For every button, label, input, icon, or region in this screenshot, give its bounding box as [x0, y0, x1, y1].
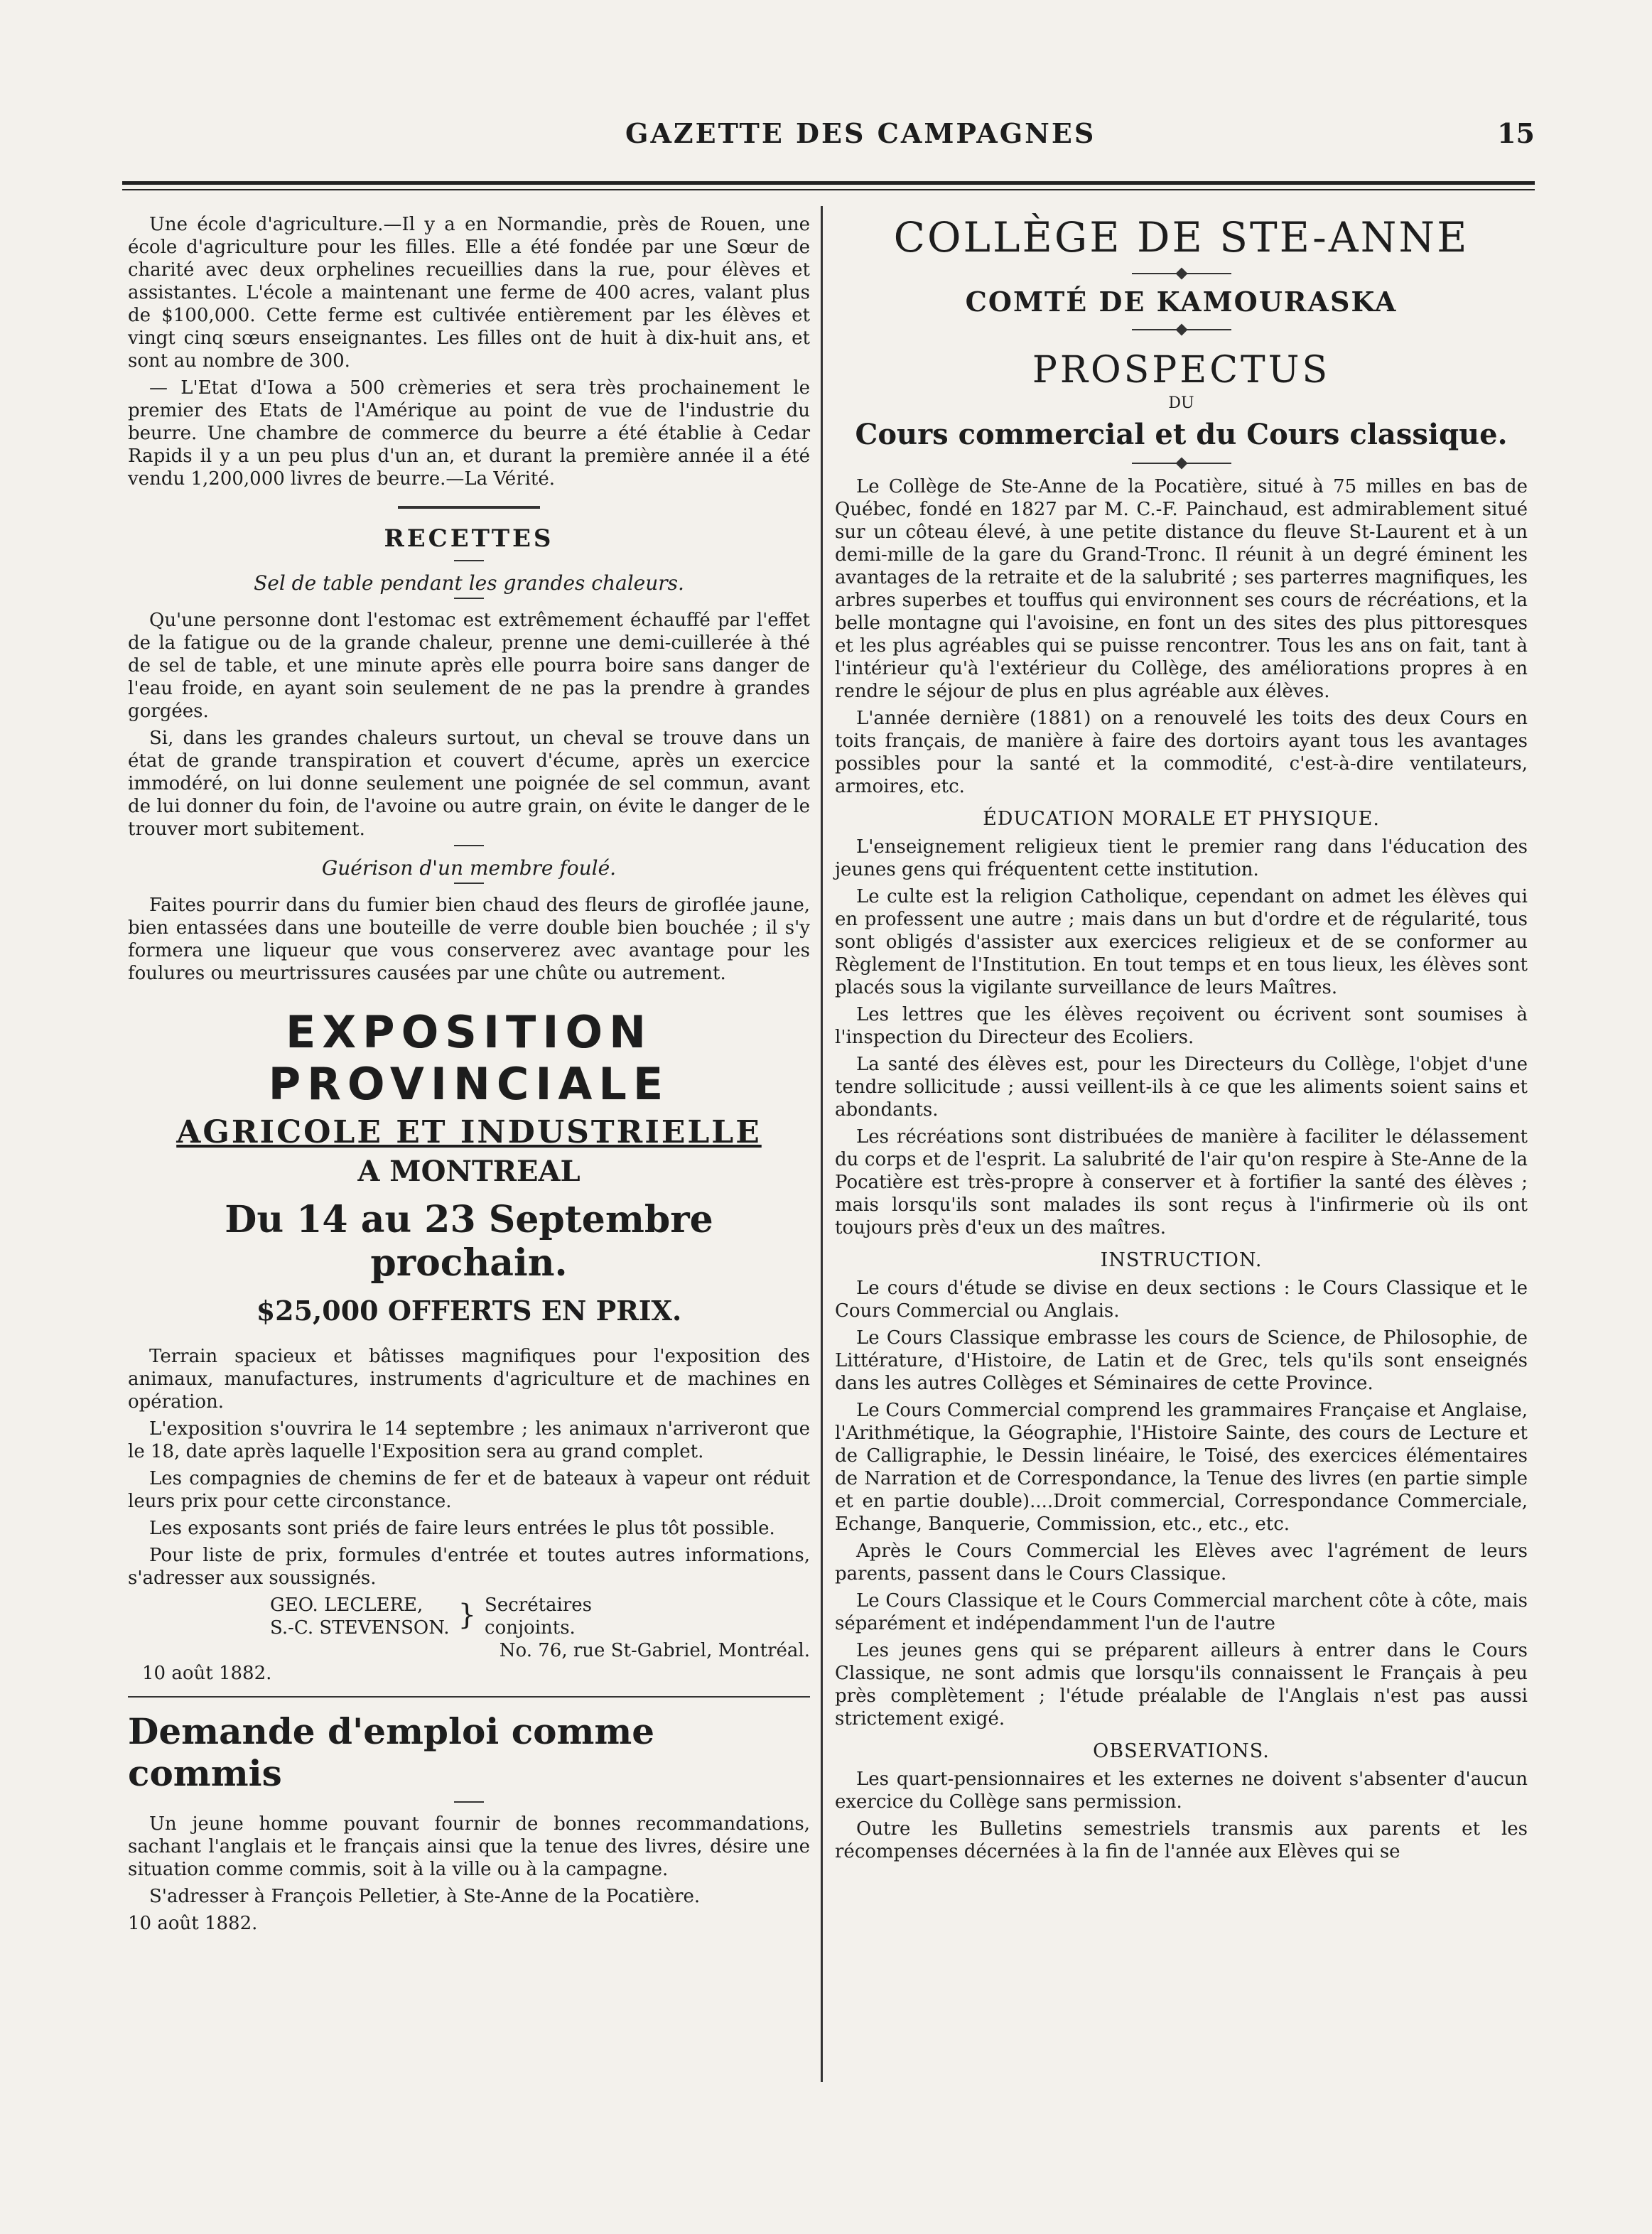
section-rule	[128, 1696, 810, 1698]
observations-paragraph: Les quart-pensionnaires et les externes ne doivent s'absenter d'aucun exercice du Collège sans permission.	[835, 1769, 1528, 1813]
header-rule-thin	[122, 189, 1535, 190]
demande-paragraph: Un jeune homme pouvant fournir de bonnes recommandations, sachant l'anglais et le français ainsi que la tenue des livres, désire une situation comme commis, soit à la ville ou à la campagne.	[128, 1813, 810, 1880]
signatory-name: GEO. LECLERE,	[270, 1594, 423, 1616]
article-iowa: — L'Etat d'Iowa a 500 crèmeries et sera très prochainement le premier des Etats de l'Amérique au point de vue de l'industrie du beurre. Une chambre de commerce du beurre a été établie à Cedar Rapids il y a un peu plus d'un an, et durant la première année il a été vendu 1,200,000 livres de beurre.—La Vérité.	[128, 377, 810, 490]
exposition-city: A MONTREAL	[357, 1155, 581, 1188]
instruction-heading: INSTRUCTION.	[1100, 1249, 1263, 1271]
sel-paragraph: Qu'une personne dont l'estomac est extrêmement échauffé par l'effet de la fatigue ou de la grande chaleur, prenne une demi-cuillerée à thé de sel de table, et une minute après elle pourra boire sans danger de l'eau froide, en ayant soin seulement de ne pas la prendre à grandes gorgées.	[128, 610, 810, 722]
brace: }	[458, 1599, 477, 1631]
sel-paragraph: Si, dans les grandes chaleurs surtout, un cheval se trouve dans un état de grande transpiration et couvert d'écume, après un exercice immodéré, on lui donne seulement une poignée de sel commun, avant de lui donner du foin, de l'avoine ou autre grain, on évite le danger de le trouver mort subitement.	[128, 728, 810, 840]
ornament-divider	[1132, 329, 1231, 330]
page-number: 15	[1497, 117, 1535, 149]
exposition-dates: Du 14 au 23 Septembre prochain.	[225, 1198, 713, 1285]
education-paragraph: Les récréations sont distribuées de manière à faciliter le délassement du corps et de l'esprit. La salubrité de l'air qu'on respire à Ste-Anne de la Pocatière est très-propre à conserver et à fortifier la santé des élèves ; mais lorsqu'ils sont malades ils sont reçus à l'infirmerie où ils ont toujours près d'eux un des maîtres.	[835, 1126, 1528, 1239]
page-header	[121, 114, 1535, 156]
signatory-role: conjoints.	[485, 1617, 576, 1639]
education-paragraph: Le culte est la religion Catholique, cependant on admet les élèves qui en professent une autre ; mais dans un but d'ordre et de régularité, tous sont obligés d'assister aux exercices religieux et de se conformer au Règlement de l'Institution. En tout temps et en tous lieux, les élèves sont placés sous la vigilante surveillance de leurs Maîtres.	[835, 886, 1528, 998]
article-ecole-agriculture: Une école d'agriculture.—Il y a en Normandie, près de Rouen, une école d'agriculture pour les filles. Elle a été fondée par une Sœur de charité avec deux orphelines recueillies dans la rue, pour élèves et assistantes. L'école a maintenant une ferme de 400 acres, valant plus de $100,000. Cette ferme est cultivée entièrement par les élèves et vingt cinq sœurs enseignantes. Les filles ont de huit à dix-huit ans, et sont au nombre de 300.	[128, 214, 810, 372]
sel-heading: Sel de table pendant les grandes chaleurs.	[254, 571, 684, 595]
demande-heading: Demande d'emploi comme commis	[128, 1710, 655, 1794]
instruction-paragraph: Après le Cours Commercial les Elèves avec l'agrément de leurs parents, passent dans le Cours Classique.	[835, 1540, 1528, 1585]
column-divider	[821, 206, 823, 2082]
ornament-divider	[1132, 463, 1231, 464]
instruction-paragraph: Le Cours Classique et le Cours Commercial marchent côte à côte, mais séparément et indépendamment l'un de l'autre	[835, 1590, 1528, 1634]
exposition-paragraph: L'exposition s'ouvrira le 14 septembre ; les animaux n'arriveront que le 18, date après laquelle l'Exposition sera au grand complet.	[128, 1418, 810, 1462]
exposition-paragraph: Pour liste de prix, formules d'entrée et toutes autres informations, s'adresser aux soussignés.	[128, 1545, 810, 1589]
recettes-heading: RECETTES	[384, 524, 554, 553]
instruction-paragraph: Le cours d'étude se divise en deux sections : le Cours Classique et le Cours Commercial ou Anglais.	[835, 1278, 1528, 1322]
education-heading: ÉDUCATION MORALE ET PHYSIQUE.	[983, 808, 1380, 830]
right-column	[835, 213, 1528, 1867]
dash-divider	[454, 560, 484, 561]
college-title: COLLÈGE DE STE-ANNE	[893, 213, 1469, 261]
dash-divider	[454, 883, 484, 884]
guerison-heading: Guérison d'un membre foulé.	[321, 856, 617, 880]
exposition-address: No. 76, rue St-Gabriel, Montréal.	[499, 1640, 810, 1661]
signatory-role: Secrétaires	[485, 1594, 593, 1616]
demande-paragraph: S'adresser à François Pelletier, à Ste-Anne de la Pocatière.	[149, 1886, 701, 1907]
instruction-paragraph: Le Cours Classique embrasse les cours de Science, de Philosophie, de Littérature, d'Histoire, de Latin et de Grec, tels qu'ils sont enseignés dans les autres Collèges et Séminaires de cette Province.	[835, 1327, 1528, 1394]
du-label: DU	[1168, 394, 1194, 412]
intro-paragraph: L'année dernière (1881) on a renouvelé les toits des deux Cours en toits français, de manière à faire des dortoirs ayant tous les avantages possibles pour la santé et la commodité, c'est-à-dire ventilateurs, armoires, etc.	[835, 708, 1528, 797]
left-column	[128, 213, 810, 1935]
demande-date: 10 août 1882.	[128, 1913, 258, 1934]
exposition-paragraph: Les exposants sont priés de faire leurs entrées le plus tôt possible.	[149, 1518, 775, 1539]
exposition-signature	[270, 1594, 810, 1639]
cours-heading: Cours commercial et du Cours classique.	[855, 418, 1508, 451]
dash-divider	[454, 845, 484, 846]
exposition-date: 10 août 1882.	[142, 1663, 272, 1684]
signatory-name: S.-C. STEVENSON.	[270, 1617, 450, 1639]
dash-divider	[454, 598, 484, 599]
prospectus-heading: PROSPECTUS	[1032, 349, 1331, 392]
comte-heading: COMTÉ DE KAMOURASKA	[965, 286, 1398, 318]
observations-heading: OBSERVATIONS.	[1093, 1740, 1270, 1762]
exposition-title: EXPOSITION PROVINCIALE	[268, 1006, 670, 1110]
section-separator	[398, 506, 540, 509]
exposition-paragraph: Terrain spacieux et bâtisses magnifiques pour l'exposition des animaux, manufactures, instruments d'agriculture et de machines en opération.	[128, 1346, 810, 1413]
dash-divider	[454, 1801, 484, 1803]
instruction-paragraph: Les jeunes gens qui se préparent ailleurs à entrer dans le Cours Classique, ne sont admis que lorsqu'ils connaissent le Français à peu près complètement ; l'étude préalable de l'Anglais n'est pas aussi strictement exigé.	[835, 1640, 1528, 1730]
exposition-paragraph: Les compagnies de chemins de fer et de bateaux à vapeur ont réduit leurs prix pour cette circonstance.	[128, 1468, 810, 1512]
exposition-prizes: $25,000 OFFERTS EN PRIX.	[256, 1295, 682, 1327]
intro-paragraph: Le Collège de Ste-Anne de la Pocatière, situé à 75 milles en bas de Québec, fondé en 1827 par M. C.-F. Painchaud, est admirablement situé sur un côteau élevé, à une petite distance du fleuve St-Laurent et à un demi-mille de la gare du Grand-Tronc. Il réunit à un degré éminent les avantages de la retraite et de la salubrité ; ses parterres magnifiques, les arbres superbes et touffus qui environnent ses cours de récréations, et la belle montagne qui l'avoisine, en font un des sites des plus pittoresques et les plus agréables qui se puisse rencontrer. Tous les ans on fait, tant à l'intérieur qu'à l'extérieur du Collège, des améliorations propres à en rendre le séjour de plus en plus agréable aux élèves.	[835, 476, 1528, 702]
ornament-divider	[1132, 273, 1231, 274]
education-paragraph: L'enseignement religieux tient le premier rang dans l'éducation des jeunes gens qui fréquentent cette institution.	[835, 836, 1528, 880]
instruction-paragraph: Le Cours Commercial comprend les grammaires Française et Anglaise, l'Arithmétique, la Géographie, l'Histoire Sainte, des cours de Lecture et de Calligraphie, le Dessin linéaire, le Toisé, des exercices élémentaires de Narration et de Correspondance, la Tenue des livres (en partie simple et en partie double)....Droit commercial, Correspondance Commerciale, Echange, Banquerie, Commission, etc., etc., etc.	[835, 1400, 1528, 1535]
education-paragraph: La santé des élèves est, pour les Directeurs du Collège, l'objet d'une tendre sollicitude ; aussi veillent-ils à ce que les aliments soient sains et abondants.	[835, 1054, 1528, 1121]
exposition-subtitle: AGRICOLE ET INDUSTRIELLE	[176, 1114, 762, 1150]
guerison-paragraph: Faites pourrir dans du fumier bien chaud des fleurs de giroflée jaune, bien entassées dans une bouteille de verre double bien bouchée ; il s'y formera une liqueur que vous conserverez avec avantage pour les foulures ou meurtrissures causées par une chûte ou autrement.	[128, 895, 810, 984]
newspaper-title: GAZETTE DES CAMPAGNES	[625, 117, 1096, 149]
header-rule	[122, 181, 1535, 185]
observations-paragraph: Outre les Bulletins semestriels transmis aux parents et les récompenses décernées à la fin de l'année aux Elèves qui se	[835, 1818, 1528, 1862]
education-paragraph: Les lettres que les élèves reçoivent ou écrivent sont soumises à l'inspection du Directeur des Ecoliers.	[835, 1004, 1528, 1048]
